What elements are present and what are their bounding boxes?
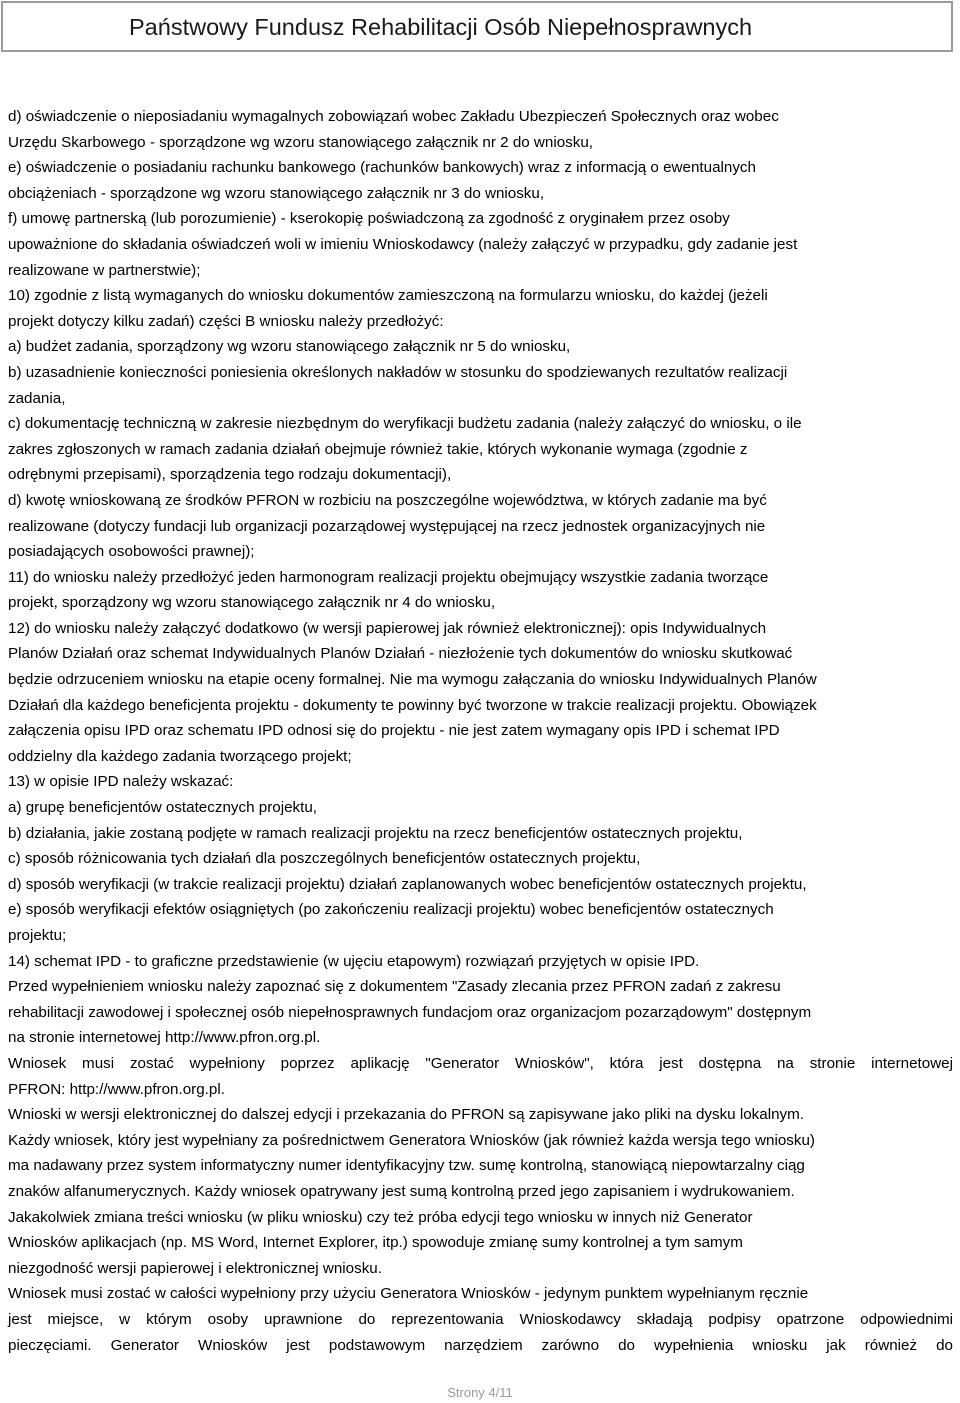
text-line: projektu; — [8, 927, 67, 944]
text-line: b) działania, jakie zostaną podjęte w ramach realizacji projektu na rzecz beneficjentów ostatecznych projektu, — [8, 824, 743, 842]
text-line: Urzędu Skarbowego - sporządzone wg wzoru stanowiącego załącznik nr 2 do wniosku, — [8, 133, 594, 151]
text-line: Wnioski w wersji elektronicznej do dalszej edycji i przekazania do PFRON są zapisywane jako pliki na dysku lokalnym. — [8, 1106, 804, 1124]
text-line: obciążeniach - sporządzone wg wzoru stanowiącego załącznik nr 3 do wniosku, — [8, 184, 545, 202]
text-line: a) budżet zadania, sporządzony wg wzoru stanowiącego załącznik nr 5 do wniosku, — [8, 338, 571, 356]
page-number: Strony 4/11 — [447, 1385, 513, 1400]
text-line: Przed wypełnieniem wniosku należy zapoznać się z dokumentem "Zasady zlecania przez PFRON zadań z zakresu — [8, 978, 781, 996]
text-line: ma nadawany przez system informatyczny numer identyfikacyjny tzw. sumę kontrolną, stanowiącą niepowtarzalny ciąg — [8, 1157, 805, 1175]
text-line: f) umowę partnerską (lub porozumienie) - kserokopię poświadczoną za zgodność z oryginałem przez osoby — [8, 210, 730, 228]
text-line: d) kwotę wnioskowaną ze środków PFRON w rozbiciu na poszczególne województwa, w których zadanie ma być — [8, 491, 767, 509]
text-line: Każdy wniosek, który jest wypełniany za pośrednictwem Generatora Wniosków (jak również każda wersja tego wniosku) — [8, 1131, 815, 1149]
text-line: projekt dotyczy kilku zadań) części B wniosku należy przedłożyć: — [8, 312, 444, 330]
text-line: posiadających osobowości prawnej); — [8, 543, 255, 561]
text-line: Jakakolwiek zmiana treści wniosku (w pliku wniosku) czy też próba edycji tego wniosku w innych niż Generator — [8, 1208, 753, 1226]
text-line: Wniosek musi zostać wypełniony poprzez aplikację "Generator Wniosków", która jest dostępna na stronie internetowej — [8, 1054, 953, 1072]
text-line: jest miejsce, w którym osoby uprawnione do reprezentowania Wnioskodawcy składają podpisy opatrzone odpowiednimi — [8, 1310, 953, 1328]
text-line: realizowane w partnerstwie); — [8, 261, 201, 279]
text-line: zadania, — [8, 389, 66, 407]
text-line: odrębnymi przepisami), sporządzenia tego rodzaju dokumentacji), — [8, 466, 452, 484]
text-line: d) sposób weryfikacji (w trakcie realizacji projektu) działań zaplanowanych wobec beneficjentów ostatecznych projektu, — [8, 875, 807, 893]
text-line: 13) w opisie IPD należy wskazać: — [8, 773, 234, 791]
text-line: e) oświadczenie o posiadaniu rachunku bankowego (rachunków bankowych) wraz z informacją o ewentualnych — [8, 159, 756, 177]
document-body — [8, 104, 953, 1358]
text-line: a) grupę beneficjentów ostatecznych projektu, — [8, 799, 317, 817]
header-title: Państwowy Fundusz Rehabilitacji Osób Niepełnosprawnych — [129, 14, 753, 40]
text-line: zakres zgłoszonych w ramach zadania działań obejmuje również takie, których wykonanie wymaga (zgodnie z — [8, 440, 748, 458]
text-line: załączenia opisu IPD oraz schematu IPD odnosi się do projektu - nie jest zatem wymagany opis IPD i schemat IPD — [8, 722, 780, 740]
text-line: realizowane (dotyczy fundacji lub organizacji pozarządowej występującej na rzecz jednostek organizacyjnych nie — [8, 517, 766, 535]
text-line: d) oświadczenie o nieposiadaniu wymagalnych zobowiązań wobec Zakładu Ubezpieczeń Społecznych oraz wobec — [8, 108, 779, 125]
text-line: znaków alfanumerycznych. Każdy wniosek opatrywany jest sumą kontrolną przed jego zapisaniem i wydrukowaniem. — [8, 1182, 795, 1200]
text-line: 10) zgodnie z listą wymaganych do wniosku dokumentów zamieszczoną na formularzu wniosku, do każdej (jeżeli — [8, 287, 768, 305]
text-line: c) sposób różnicowania tych działań dla poszczególnych beneficjentów ostatecznych projektu, — [8, 850, 641, 868]
text-line: rehabilitacji zawodowej i społecznej osób niepełnosprawnych fundacjom oraz organizacjom pozarządowym" dostępnym — [8, 1003, 812, 1021]
text-line: 11) do wniosku należy przedłożyć jeden harmonogram realizacji projektu obejmujący wszystkie zadania tworzące — [8, 568, 769, 586]
text-line: 12) do wniosku należy załączyć dodatkowo (w wersji papierowej jak również elektronicznej): opis Indywidualnych — [8, 619, 767, 637]
text-line: c) dokumentację techniczną w zakresie niezbędnym do weryfikacji budżetu zadania (należy załączyć do wniosku, o ile — [8, 415, 802, 433]
text-line: będzie odrzuceniem wniosku na etapie oceny formalnej. Nie ma wymogu załączania do wniosku Indywidualnych Planów — [8, 671, 817, 689]
text-line: Wniosek musi zostać w całości wypełniony przy użyciu Generatora Wniosków - jedynym punktem wypełnianym ręcznie — [8, 1285, 809, 1303]
text-line: na stronie internetowej http://www.pfron.org.pl. — [8, 1029, 321, 1047]
text-line: projekt, sporządzony wg wzoru stanowiącego załącznik nr 4 do wniosku, — [8, 594, 496, 612]
page-header — [1, 1, 953, 52]
text-line: Planów Działań oraz schemat Indywidualnych Planów Działań - niezłożenie tych dokumentów do wniosku skutkować — [8, 645, 793, 663]
text-line: upoważnione do składania oświadczeń woli w imieniu Wnioskodawcy (należy załączyć w przypadku, gdy zadanie jest — [8, 235, 798, 253]
text-line: Działań dla każdego beneficjenta projektu - dokumenty te powinny być tworzone w trakcie realizacji projektu. Obowiązek — [8, 696, 817, 714]
text-line: Wniosków aplikacjach (np. MS Word, Internet Explorer, itp.) spowoduje zmianę sumy kontrolnej a tym samym — [8, 1234, 743, 1252]
text-line: e) sposób weryfikacji efektów osiągniętych (po zakończeniu realizacji projektu) wobec beneficjentów ostatecznych — [8, 901, 774, 919]
text-line: b) uzasadnienie konieczności poniesienia określonych nakładów w stosunku do spodziewanych rezultatów realizacji — [8, 363, 788, 381]
text-line: niezgodność wersji papierowej i elektronicznej wniosku. — [8, 1259, 382, 1277]
text-line: oddzielny dla każdego zadania tworzącego projekt; — [8, 747, 352, 765]
text-line: pieczęciami. Generator Wniosków jest podstawowym narzędziem zarówno do wypełnienia wniosku jak również do — [8, 1336, 953, 1354]
text-line: PFRON: http://www.pfron.org.pl. — [8, 1080, 225, 1098]
text-line: 14) schemat IPD - to graficzne przedstawienie (w ujęciu etapowym) rozwiązań przyjętych w opisie IPD. — [8, 952, 700, 970]
